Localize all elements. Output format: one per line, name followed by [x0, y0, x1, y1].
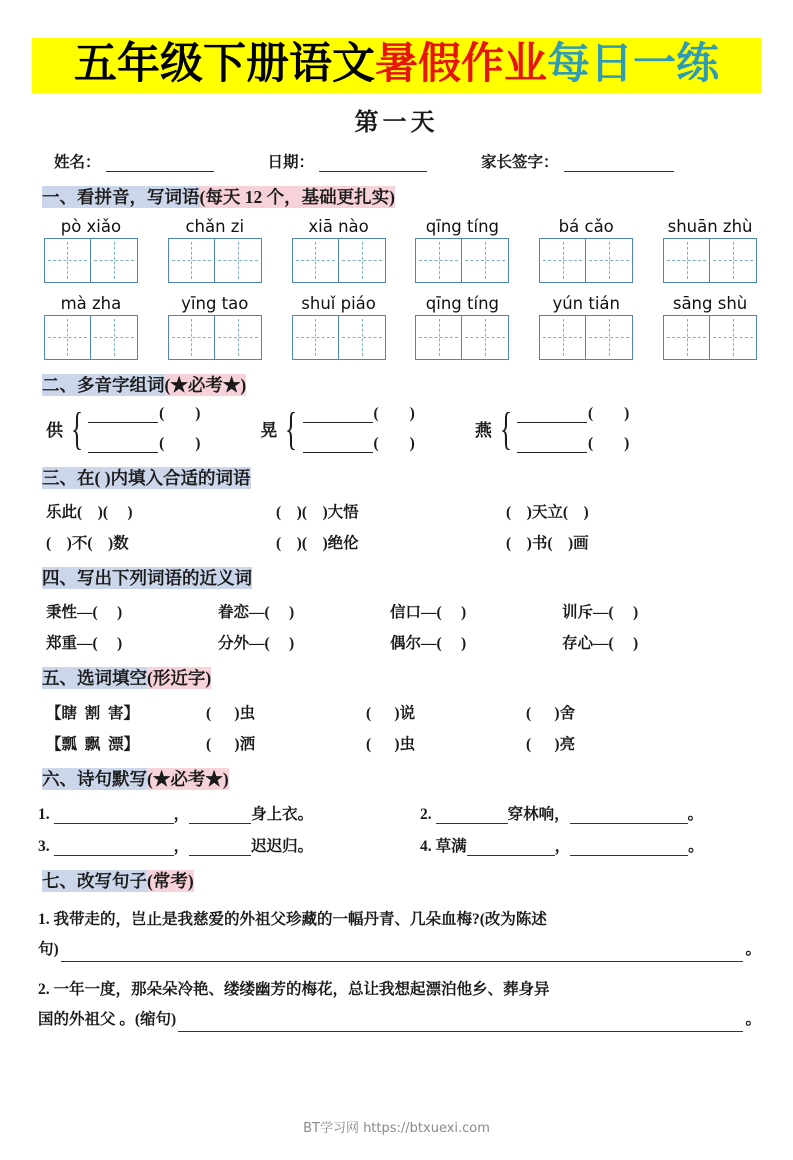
pinyin-paren: ( ): [159, 434, 201, 452]
name-input-blank[interactable]: [106, 156, 214, 172]
brace-icon: {: [285, 403, 298, 455]
poem-number: 4.: [420, 837, 432, 855]
rewrite-answer-line: [38, 1005, 761, 1034]
poem-blank[interactable]: [570, 810, 688, 824]
poem-blank[interactable]: [54, 842, 174, 856]
tianzige-cell[interactable]: [415, 238, 462, 283]
section-3-title: 三、在( )内填入合适的词语: [42, 467, 251, 488]
tianzige-cell[interactable]: [215, 238, 262, 283]
idiom-row: [32, 531, 761, 553]
polyphone-blank-line[interactable]: [88, 405, 200, 423]
poem-blank[interactable]: [189, 842, 251, 856]
poem-blank[interactable]: [436, 810, 508, 824]
poem-separator: ，: [173, 837, 190, 855]
word-choice-group: 【瓢 飘 漂】: [46, 735, 140, 753]
word-choice-group: 【瞎 割 害】: [46, 704, 140, 722]
pinyin-text: bá cǎo: [558, 216, 614, 236]
parent-signature-label: 家长签字：: [481, 154, 559, 172]
synonym-item[interactable]: 郑重—( ): [46, 635, 123, 653]
poem-tail: 身上衣。: [251, 805, 314, 823]
polyphone-item: [475, 405, 629, 453]
date-label: 日期：: [267, 154, 315, 172]
tianzige-cell[interactable]: [339, 238, 386, 283]
pinyin-text: qīng tíng: [425, 216, 499, 236]
name-label: 姓名：: [54, 154, 101, 172]
word-blank[interactable]: [517, 439, 587, 453]
poem-tail: 迟迟归。: [251, 837, 314, 855]
idiom-item[interactable]: 乐此( )( ): [46, 504, 133, 522]
pinyin-item: [164, 294, 266, 360]
tianzige-cell[interactable]: [215, 315, 262, 360]
tianzige-box[interactable]: [539, 238, 633, 283]
word-blank[interactable]: [303, 409, 373, 423]
rewrite-question-text: 2. 一年一度，那朵朵冷艳、缕缕幽芳的梅花，总让我想起漂泊他乡、葬身异: [38, 981, 550, 999]
synonym-item[interactable]: 眷恋—( ): [218, 604, 295, 622]
poem-line: [420, 802, 703, 824]
polyphone-exercise: [32, 405, 761, 453]
poem-head: 草满: [435, 837, 467, 855]
pinyin-item: [288, 294, 390, 360]
polyphone-character: 供: [46, 421, 63, 441]
pinyin-item: [535, 294, 637, 360]
section-4-title: 四、写出下列词语的近义词: [42, 568, 252, 589]
tianzige-box[interactable]: [168, 315, 262, 360]
title-segment-red: 暑假作业: [375, 39, 547, 89]
title-segment-black: 五年级下册语文: [74, 39, 375, 89]
idiom-item[interactable]: ( )书( )画: [506, 535, 589, 553]
word-choice-blank[interactable]: ( )虫: [206, 704, 256, 722]
section-7-header: [42, 868, 761, 894]
poem-line: [38, 802, 420, 824]
poem-blank[interactable]: [189, 810, 251, 824]
polyphone-character: 燕: [474, 421, 492, 441]
worksheet-page: [0, 38, 793, 1160]
word-blank[interactable]: [88, 439, 158, 453]
tianzige-cell[interactable]: [539, 315, 586, 360]
rewrite-question: [32, 975, 761, 1034]
pinyin-text: shuān zhù: [667, 216, 753, 236]
poem-number: 3.: [38, 837, 50, 855]
rewrite-question: [32, 905, 761, 964]
section-4-header: [42, 565, 761, 591]
tianzige-cell[interactable]: [663, 238, 710, 283]
page-title: [32, 38, 761, 93]
word-blank[interactable]: [517, 409, 587, 423]
poem-number: 1.: [38, 805, 50, 823]
synonym-item[interactable]: 存心—( ): [562, 635, 639, 653]
tianzige-box[interactable]: [292, 315, 386, 360]
section-3-header: [42, 465, 761, 491]
rewrite-answer-blank[interactable]: [61, 947, 744, 962]
tianzige-box[interactable]: [415, 315, 509, 360]
day-heading: 第一天: [354, 110, 439, 137]
poem-blank[interactable]: [54, 810, 174, 824]
poem-line: [420, 834, 704, 856]
title-segment-teal: 每日一练: [547, 39, 719, 89]
poem-tail: 。: [687, 805, 704, 823]
word-choice-blank[interactable]: ( )说: [366, 704, 416, 722]
idiom-item[interactable]: ( )( )绝伦: [276, 535, 359, 553]
pinyin-exercise: [32, 217, 761, 360]
poem-separator: ，: [554, 837, 571, 855]
polyphone-item: [260, 405, 414, 453]
pinyin-text: sāng shù: [672, 293, 748, 313]
polyphone-blank-line[interactable]: [303, 435, 415, 453]
brace-icon: {: [70, 403, 84, 455]
pinyin-row: [40, 217, 761, 283]
synonym-item[interactable]: 信口—( ): [390, 604, 467, 622]
footer-watermark: BT学习网 https://btxuexi.com: [303, 1121, 490, 1136]
word-choice-row: [32, 701, 761, 723]
section-1-header: [42, 184, 761, 210]
date-field: [268, 150, 428, 172]
polyphone-blank-line[interactable]: [303, 405, 415, 423]
tianzige-box[interactable]: [539, 315, 633, 360]
pinyin-text: yīng tao: [181, 293, 249, 313]
pinyin-text: yún tián: [552, 293, 620, 313]
date-input-blank[interactable]: [319, 156, 427, 172]
pinyin-item: [659, 217, 761, 283]
parent-signature-blank[interactable]: [564, 156, 674, 172]
pinyin-text: xiā nào: [308, 216, 369, 236]
pinyin-row: [40, 294, 761, 360]
tianzige-box[interactable]: [663, 238, 757, 283]
tianzige-cell[interactable]: [586, 315, 633, 360]
pinyin-text: shuǐ piáo: [301, 293, 376, 313]
synonym-item[interactable]: 分外—( ): [218, 635, 295, 653]
pinyin-item: [659, 294, 761, 360]
poem-separator: ，: [173, 805, 190, 823]
pinyin-text: qīng tíng: [425, 293, 499, 313]
rewrite-answer-line: [38, 935, 761, 964]
poem-line: [38, 834, 420, 856]
poem-tail: 。: [688, 837, 704, 855]
section-6-title: 六、诗句默写: [42, 768, 147, 789]
synonym-row: [32, 600, 761, 622]
tianzige-cell[interactable]: [462, 238, 509, 283]
tianzige-cell[interactable]: [168, 238, 215, 283]
polyphone-item: [46, 405, 200, 453]
rewrite-question-text: 1. 我带走的，岂止是我慈爱的外祖父珍藏的一幅丹青、几朵血梅?(改为陈述: [38, 911, 547, 929]
tianzige-cell[interactable]: [168, 315, 215, 360]
section-7-note: (常考): [147, 870, 194, 891]
rewrite-answer-blank[interactable]: [178, 1017, 743, 1032]
tianzige-cell[interactable]: [44, 315, 91, 360]
synonym-item[interactable]: 秉性—( ): [46, 604, 123, 622]
tianzige-cell[interactable]: [710, 315, 757, 360]
section-5-header: [42, 665, 761, 691]
pinyin-text: pò xiǎo: [60, 216, 122, 236]
polyphone-blank-line[interactable]: [88, 435, 200, 453]
tianzige-cell[interactable]: [44, 238, 91, 283]
tianzige-cell[interactable]: [710, 238, 757, 283]
section-2-title: 二、多音字组词: [42, 374, 165, 395]
tianzige-cell[interactable]: [415, 315, 462, 360]
tianzige-cell[interactable]: [462, 315, 509, 360]
pinyin-text: mà zha: [60, 293, 122, 313]
section-1-title: 一、看拼音，写词语: [42, 187, 200, 208]
pinyin-item: [288, 217, 390, 283]
polyphone-character: 晃: [260, 421, 278, 441]
pinyin-paren: ( ): [587, 404, 630, 422]
poem-separator: 穿林响，: [507, 805, 570, 823]
tianzige-cell[interactable]: [339, 315, 386, 360]
tianzige-cell[interactable]: [663, 315, 710, 360]
idiom-item[interactable]: ( )( )大悟: [276, 504, 359, 522]
tianzige-cell[interactable]: [586, 238, 633, 283]
tianzige-cell[interactable]: [292, 315, 339, 360]
idiom-item[interactable]: ( )不( )数: [46, 535, 129, 553]
synonym-item[interactable]: 偶尔—( ): [390, 635, 467, 653]
pinyin-item: [535, 217, 637, 283]
tianzige-box[interactable]: [292, 238, 386, 283]
idiom-row: [32, 500, 761, 522]
pinyin-item: [40, 217, 142, 283]
section-5-title: 五、选词填空: [42, 668, 147, 689]
tianzige-cell[interactable]: [91, 238, 138, 283]
tianzige-box[interactable]: [168, 238, 262, 283]
section-2-note: (★必考★): [164, 374, 247, 395]
brace-icon: {: [499, 403, 512, 455]
section-6-note: (★必考★): [147, 768, 229, 789]
name-field: [54, 150, 214, 172]
word-choice-blank[interactable]: ( )亮: [526, 735, 576, 753]
word-choice-blank[interactable]: ( )虫: [366, 735, 416, 753]
section-5-note: (形近字): [147, 668, 212, 689]
word-choice-blank[interactable]: ( )舍: [526, 704, 576, 722]
tianzige-box[interactable]: [415, 238, 509, 283]
word-choice-row: [32, 732, 761, 754]
pinyin-item: [40, 294, 142, 360]
tianzige-box[interactable]: [44, 238, 138, 283]
word-blank[interactable]: [303, 439, 373, 453]
section-6-header: [42, 766, 761, 792]
polyphone-blank-line[interactable]: [517, 435, 629, 453]
word-choice-blank[interactable]: ( )洒: [206, 735, 256, 753]
pinyin-paren: ( ): [587, 434, 630, 452]
poem-row: [32, 802, 761, 824]
parent-signature-field: [481, 150, 674, 172]
pinyin-item: [411, 294, 513, 360]
section-1-note: (每天 12 个，基础更扎实): [199, 187, 395, 208]
tianzige-cell[interactable]: [91, 315, 138, 360]
pinyin-item: [164, 217, 266, 283]
poem-blank[interactable]: [467, 842, 555, 856]
synonym-item[interactable]: 训斥—( ): [562, 604, 639, 622]
poem-blank[interactable]: [570, 842, 688, 856]
rewrite-prefix: 句): [38, 940, 59, 958]
word-blank[interactable]: [88, 409, 158, 423]
idiom-item[interactable]: ( )天立( ): [506, 504, 589, 522]
pinyin-item: [411, 217, 513, 283]
pinyin-text: chǎn zi: [185, 216, 245, 236]
poem-number: 2.: [420, 805, 432, 823]
tianzige-box[interactable]: [44, 315, 138, 360]
rewrite-suffix: 。: [745, 1010, 761, 1028]
pinyin-paren: ( ): [373, 404, 415, 422]
rewrite-suffix: 。: [745, 940, 761, 958]
student-info-row: [32, 150, 761, 172]
polyphone-blank-line[interactable]: [517, 405, 629, 423]
tianzige-box[interactable]: [663, 315, 757, 360]
pinyin-paren: ( ): [373, 434, 415, 452]
section-7-title: 七、改写句子: [42, 870, 147, 891]
tianzige-cell[interactable]: [539, 238, 586, 283]
section-2-header: [42, 372, 761, 398]
synonym-row: [32, 631, 761, 653]
rewrite-prefix: 国的外祖父 。(缩句): [38, 1010, 177, 1028]
poem-row: [32, 834, 761, 856]
pinyin-paren: ( ): [159, 404, 201, 422]
tianzige-cell[interactable]: [292, 238, 339, 283]
